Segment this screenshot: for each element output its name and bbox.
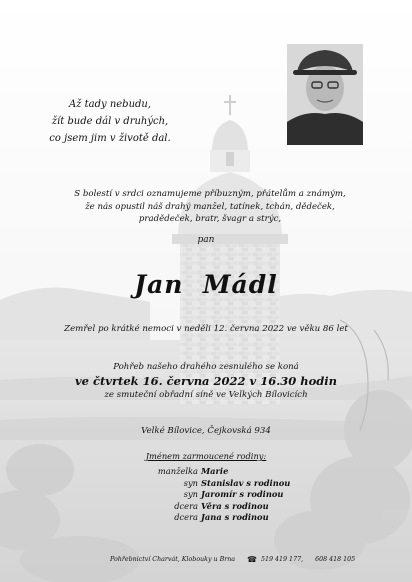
list-item [106,466,306,478]
relative-role: manželka [157,466,198,476]
relatives-list [106,466,306,524]
announcement-line: S bolestí v srdci oznamujeme příbuzným, přátelům a známým, [74,189,346,199]
list-item [106,512,306,524]
funeral-company: Pohřebnictví Charvát, Klobouky u Brna [110,556,236,563]
death-notice: Zemřel po krátké nemoci v neděli 12. června 2022 ve věku 86 let [64,324,348,334]
list-item [106,478,306,490]
relative-role: dcera [174,512,198,522]
relative-name: Věra s rodinou [201,500,269,511]
relative-role: syn [183,489,198,499]
phone-number: 519 419 177, [261,556,304,563]
honorific: pan [197,235,215,245]
announcement-text [60,188,360,226]
poem-line: žít bude dál v druhých, [51,116,169,127]
relative-name: Marie [201,466,229,476]
family-address: Velké Bílovice, Čejkovská 934 [141,426,271,436]
announcement-line: že nás opustil náš drahý manžel, tatínek, tchán, dědeček, [85,201,335,212]
relative-role: syn [183,477,198,488]
portrait-photo [287,44,363,145]
list-item [106,501,306,513]
grieving-family-title: Jménem zarmoucené rodiny: [145,451,267,461]
relative-name: Jaromír s rodinou [201,489,284,499]
phone-number: 608 418 105 [315,556,356,563]
relative-role: dcera [174,500,198,511]
poem-line: Až tady nebudu, [68,99,152,110]
phone-icon: ☎ [247,555,258,564]
relative-name: Stanislav s rodinou [201,477,291,488]
announcement-line: pradědeček, bratr, švagr a strýc, [138,214,282,224]
funeral-date: ve čtvrtek 16. června 2022 v 16.30 hodin [74,374,338,388]
deceased-name: Jan Mádl [134,270,278,299]
funeral-place: ze smuteční obřadní síně ve Velkých Bílovicích [104,390,308,400]
relative-name: Jana s rodinou [201,512,269,522]
poem [40,96,180,147]
poem-line: co jsem jim v životě dal. [49,133,171,144]
funeral-intro: Pohřeb našeho drahého zesnulého se koná [113,362,299,372]
footer [110,555,370,564]
list-item [106,489,306,501]
